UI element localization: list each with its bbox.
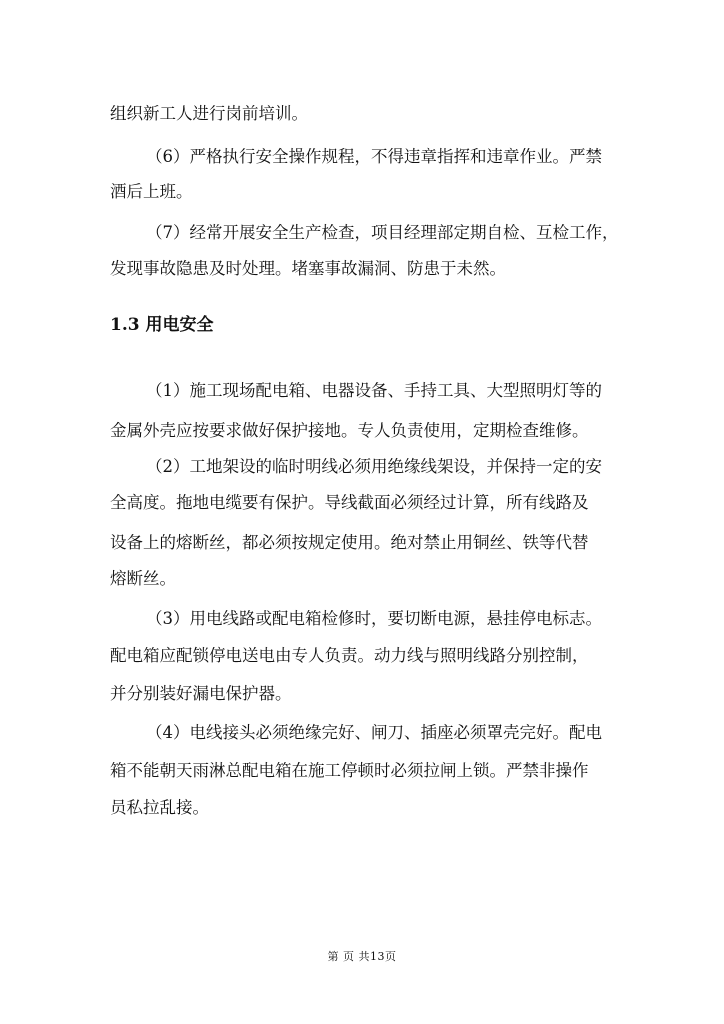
- paragraph-line: 员私拉乱接。: [110, 798, 209, 817]
- paragraph-line: 配电箱应配锁停电送电由专人负责。动力线与照明线路分别控制，: [110, 646, 589, 665]
- paragraph-line: 并分别装好漏电保护器。: [110, 684, 292, 703]
- paragraph-line: （2）工地架设的临时明线必须用绝缘线架设，并保持一定的安: [146, 457, 602, 476]
- paragraph-line: 熔断丝。: [110, 569, 176, 588]
- paragraph-line: （3）用电线路或配电箱检修时，要切断电源，悬挂停电标志。: [146, 609, 602, 628]
- paragraph-line: 酒后上班。: [110, 182, 193, 201]
- paragraph-line: 全高度。拖地电缆要有保护。导线截面必须经过计算，所有线路及: [110, 493, 589, 512]
- page-footer: 第 页 共13页: [327, 950, 397, 963]
- paragraph-line: 箱不能朝天雨淋总配电箱在施工停顿时必须拉闸上锁。严禁非操作: [110, 761, 589, 780]
- paragraph-line: 发现事故隐患及时处理。堵塞事故漏洞、防患于未然。: [110, 259, 506, 278]
- paragraph-line: （6）严格执行安全操作规程，不得违章指挥和违章作业。严禁: [146, 147, 602, 166]
- paragraph-line: （1）施工现场配电箱、电器设备、手持工具、大型照明灯等的: [146, 381, 602, 400]
- paragraph-line: 组织新工人进行岗前培训。: [110, 104, 308, 123]
- paragraph-line: （4）电线接头必须绝缘完好、闸刀、插座必须罩壳完好。配电: [146, 723, 602, 742]
- paragraph-line: 金属外壳应按要求做好保护接地。专人负责使用，定期检查维修。: [110, 421, 589, 440]
- paragraph-line: 设备上的熔断丝，都必须按规定使用。绝对禁止用铜丝、铁等代替: [110, 533, 589, 552]
- section-heading: 1.3 用电安全: [110, 315, 214, 335]
- paragraph-line: （7）经常开展安全生产检查，项目经理部定期自检、互检工作，: [146, 223, 619, 242]
